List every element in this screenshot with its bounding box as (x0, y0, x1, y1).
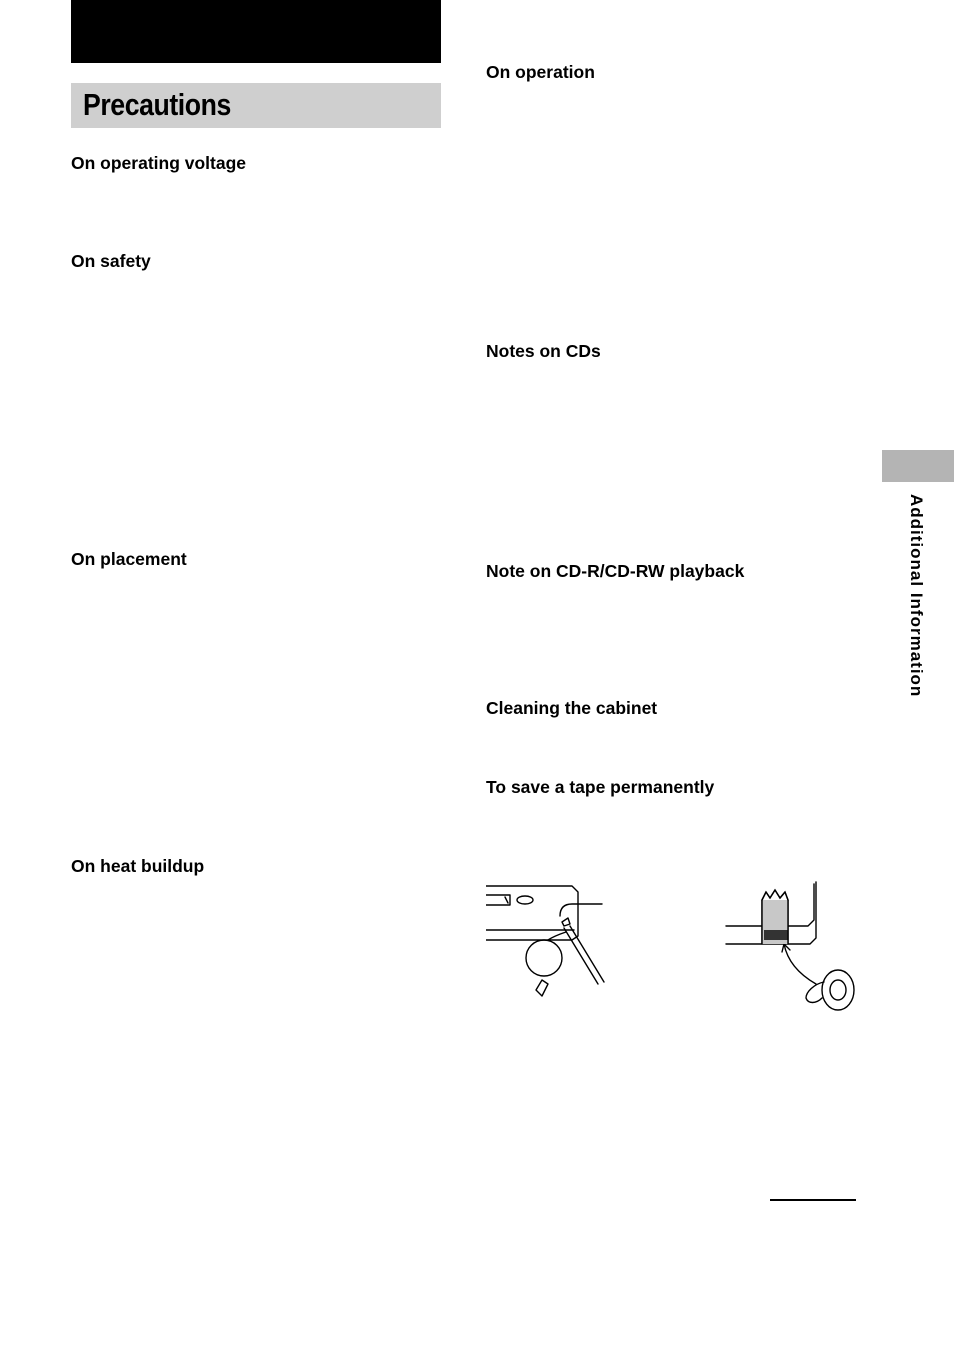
heading-operation: On operation (486, 62, 595, 82)
section-tab-label: Additional Information (907, 494, 926, 698)
heading-cleaning-cabinet: Cleaning the cabinet (486, 698, 658, 718)
header-black-bar (71, 0, 441, 63)
heading-notes-cds: Notes on CDs (486, 341, 601, 361)
page-rule (770, 1199, 856, 1201)
heading-save-tape: To save a tape permanently (486, 777, 715, 797)
title-band (71, 83, 441, 128)
heading-cdr-cdrw: Note on CD-R/CD-RW playback (486, 561, 745, 581)
heading-heat-buildup: On heat buildup (71, 856, 205, 876)
section-tab (882, 450, 954, 482)
heading-placement: On placement (71, 549, 187, 569)
heading-safety: On safety (71, 251, 151, 271)
heading-operating-voltage: On operating voltage (71, 153, 247, 173)
tape-tab-illustration (486, 878, 860, 1018)
page-title: Precautions (83, 87, 231, 122)
